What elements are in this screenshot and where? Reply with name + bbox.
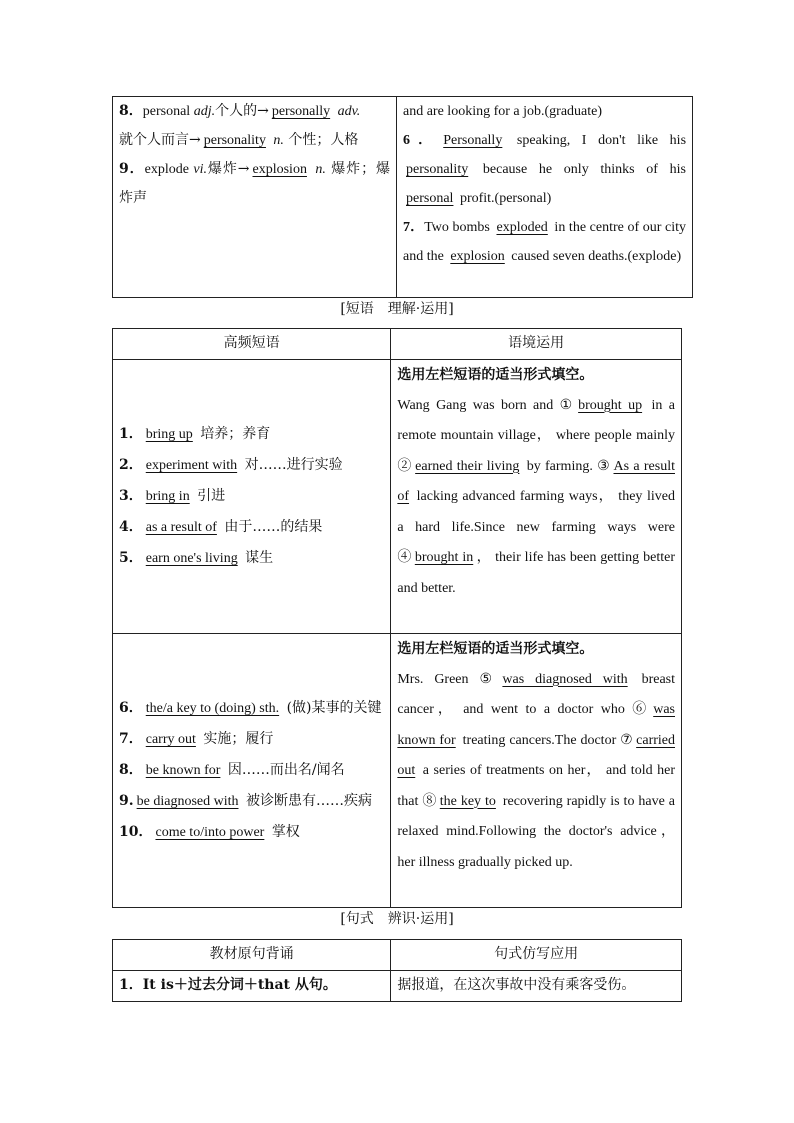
answer-blank: carry out [145, 732, 196, 747]
vocab-item-9: 9．explode vi.爆炸→ explosion n. 爆炸；爆炸声 [119, 161, 391, 206]
phrase-item: 10． come to/into power 掌权 [119, 824, 300, 840]
phrase-item: 9. be diagnosed with 被诊断患有……疾病 [119, 793, 372, 809]
phrase-item: 4． as a result of 由于……的结果 [119, 519, 323, 535]
vocab-item-8: 8．personal adj.个人的→ personally adv. 就个人而言→ personality n. 个性；人格 [119, 103, 361, 148]
phrase-item: 3． bring in 引进 [119, 488, 226, 504]
answer-blank: as a result of [145, 520, 217, 535]
phrase-table [112, 328, 682, 908]
answer-blank: explosion [252, 162, 307, 177]
phrase-item: 8． be known for 因……而出名/闻名 [119, 762, 345, 778]
answer-blank: earn one's living [145, 551, 238, 566]
answer-blank: bring up [145, 427, 193, 442]
section-title-sentence: [句式 辨识·运用] [340, 911, 454, 927]
answer-blank: explosion [450, 249, 505, 264]
answer-blank: Personally [443, 133, 503, 148]
sentence-header-left: 教材原句背诵 [113, 940, 391, 971]
instruction: 选用左栏短语的适当形式填空。 [397, 641, 594, 657]
phrase-item: 6． the/a key to (doing) sth. (做)某事的关键 [119, 700, 382, 716]
answer-blank: was known for [397, 702, 675, 748]
answer-blank: bring in [145, 489, 190, 504]
phrase-context-1 [391, 360, 682, 634]
phrase-list-1 [113, 360, 391, 634]
phrase-item: 2． experiment with 对……进行实验 [119, 457, 343, 473]
phrase-item: 7． carry out 实施；履行 [119, 731, 274, 747]
phrase-header-right: 语境运用 [391, 329, 682, 360]
answer-blank: the key to [439, 793, 496, 809]
phrase-header-left: 高频短语 [113, 329, 391, 360]
answer-blank: brought in [414, 550, 474, 565]
answer-blank: be known for [145, 763, 221, 778]
vocab-left-cell [113, 97, 397, 298]
answer-blank: personality [203, 133, 266, 148]
sentence-table [112, 939, 682, 1002]
answer-blank: earned their living [415, 458, 520, 474]
sentence-row1-left: 1．It is＋过去分词＋that 从句。 [113, 971, 391, 1002]
answer-blank: experiment with [145, 458, 238, 473]
phrase-context-2 [391, 634, 682, 908]
vocab-right-cell [397, 97, 693, 298]
instruction: 选用左栏短语的适当形式填空。 [397, 367, 594, 383]
answer-blank: carried out [397, 732, 675, 778]
answer-blank: personally [271, 104, 331, 119]
context-passage-2: Mrs. Green ⑤ was diagnosed with breast cancer， and went to a doctor who ⑥ was known for treating cancers.The doctor ⑦ carried out a series of treatments on her， and told her that ⑧ the key to recovering rapidly is to have a relaxed mind.Following the doctor's advice， her illness gradually picked up. [397, 671, 675, 870]
vocab-example-6: 6． Personally speaking, I don't like his personality because he only thinks of his personal profit.(personal) [403, 133, 687, 206]
answer-blank: brought up [578, 397, 643, 413]
vocab-example-line: and are looking for a job.(graduate) [403, 104, 603, 119]
context-passage-1: Wang Gang was born and ① brought up in a remote mountain village， where people mainly ② earned their living by farming. ③ As a result of lacking advanced farming ways， they lived a hard life.Since new farming ways were ④ brought in ， their life has been getting better and better. [397, 397, 676, 596]
answer-blank: As a result of [397, 458, 675, 504]
answer-blank: personality [406, 162, 469, 177]
answer-blank: be diagnosed with [136, 794, 239, 809]
phrase-item: 1． bring up 培养；养育 [119, 426, 271, 442]
phrase-item: 5． earn one's living 谋生 [119, 550, 274, 566]
vocab-example-7: 7．Two bombs exploded in the centre of our city and the explosion caused seven deaths.(explode) [403, 220, 686, 264]
answer-blank: was diagnosed with [502, 671, 628, 687]
answer-blank: the/a key to (doing) sth. [145, 701, 280, 716]
phrase-list-2 [113, 634, 391, 908]
sentence-row1-right: 据报道，在这次事故中没有乘客受伤。 [391, 971, 682, 1002]
vocab-table [112, 96, 693, 298]
answer-blank: come to/into power [155, 825, 265, 840]
answer-blank: personal [406, 191, 454, 206]
answer-blank: exploded [496, 220, 548, 235]
sentence-header-right: 句式仿写应用 [391, 940, 682, 971]
section-title-phrases: [短语 理解·运用] [340, 301, 454, 317]
